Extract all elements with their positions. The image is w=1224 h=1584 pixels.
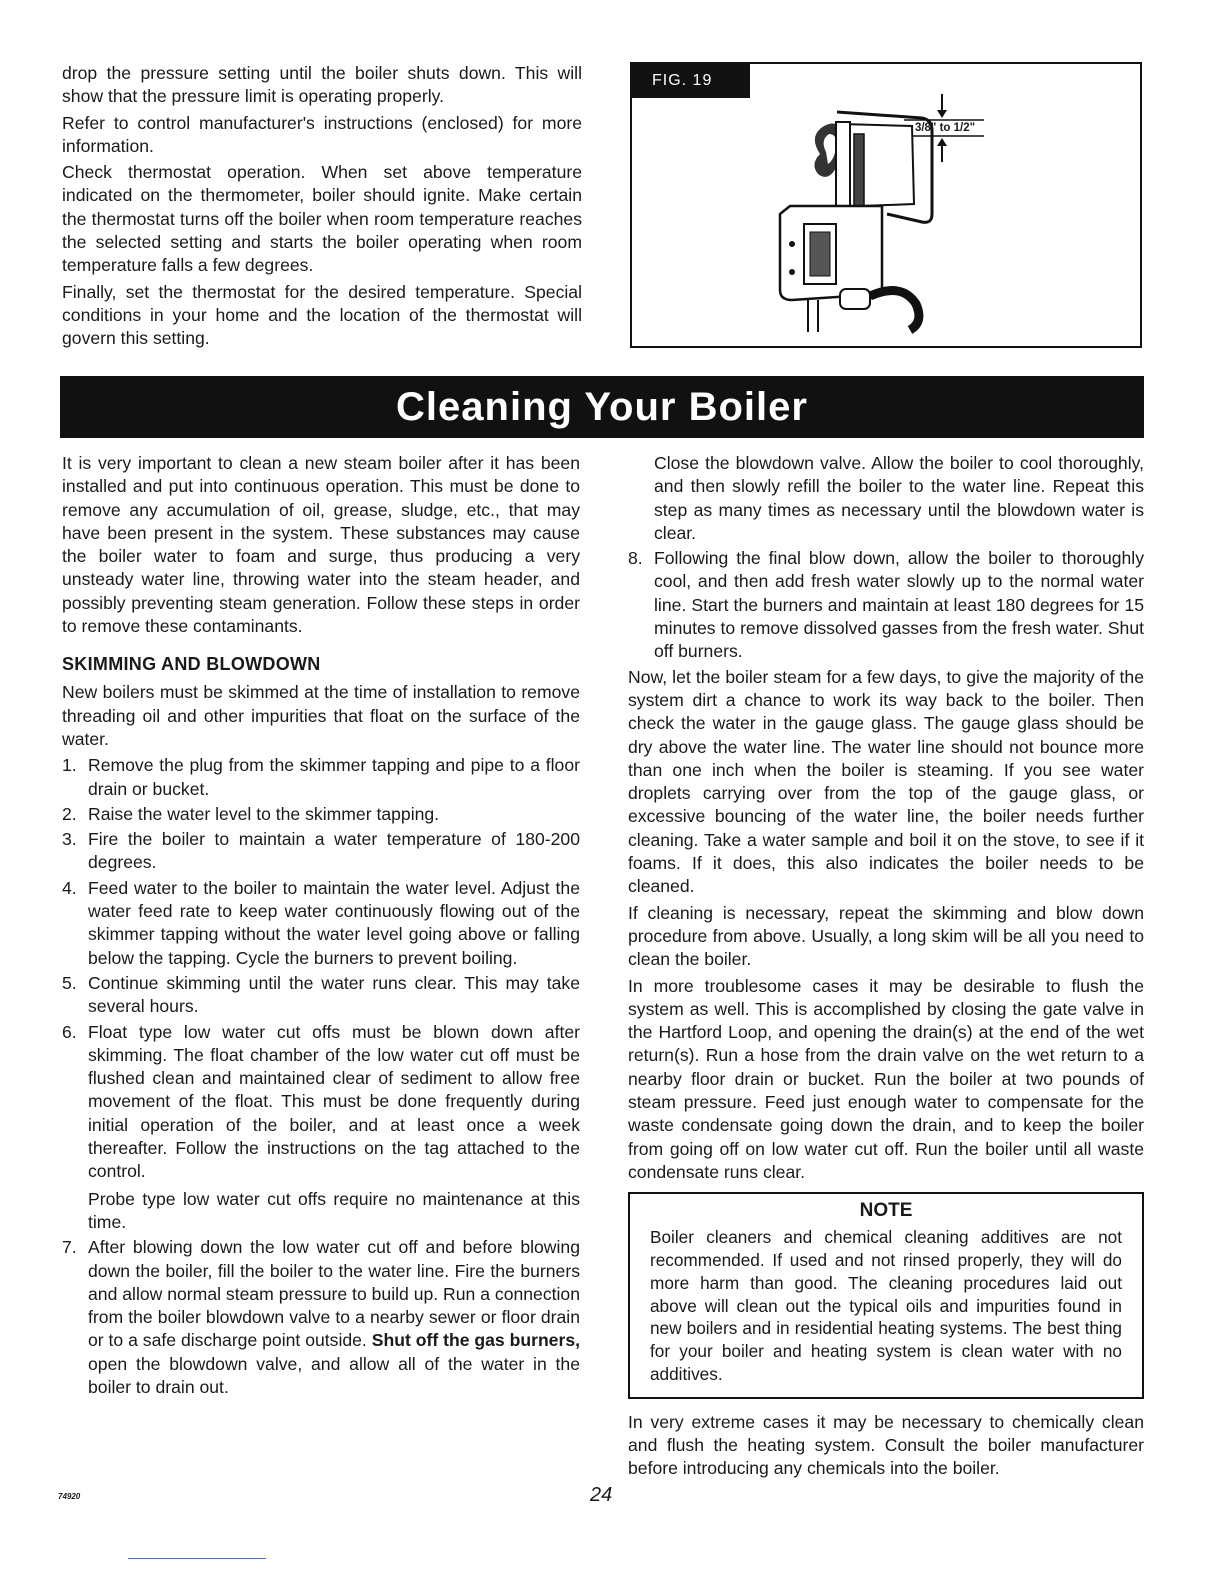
- figure-19: [630, 62, 1142, 348]
- step-number: 7.: [62, 1237, 77, 1258]
- paragraph: Check thermostat operation. When set above temperature indicated on the thermometer, boiler should ignite. Make certain the thermostat turns off the boiler when room temperature reaches the selected setting and starts the boiler operating when room temperature falls a few degrees.: [62, 162, 582, 276]
- step-number: 6.: [62, 1021, 77, 1042]
- step-number: 2.: [62, 803, 77, 824]
- list-item: [62, 828, 580, 875]
- section-banner: Cleaning Your Boiler: [60, 376, 1144, 438]
- divider: [128, 1558, 266, 1559]
- intro-paragraph: It is very important to clean a new steam boiler after it has been installed and put into continuous operation. This must be done to remove any accumulation of oil, grease, sludge, etc., that may have been present in the system. These substances may cause the boiler water to foam and surge, thus producing a very unsteady water line, throwing water into the steam header, and possibly preventing steam generation. Follow these steps in order to remove these contaminants.: [62, 453, 580, 637]
- step-continuation: Close the blowdown valve. Allow the boiler to cool thoroughly, and then slowly refill the boiler to the water line. Repeat this step as many times as necessary until the blowdown water is clear.: [654, 453, 1144, 543]
- step-text: Following the final blow down, allow the boiler to thoroughly cool, and then add fresh water slowly up to the normal water line. Start the burners and maintain at least 180 degrees for 15 minutes to remove dissolved gasses from the fresh water. Shut off burners.: [654, 548, 1144, 662]
- step-number: 3.: [62, 829, 77, 850]
- step-text: Float type low water cut offs must be blown down after skimming. The float chamber of the low water cut off must be flushed clean and maintained clear of sediment to allow free movement of the float. This must be done frequently during initial operation of the boiler, and at least once a week thereafter. Follow the instructions on the tag attached to the control.: [88, 1021, 580, 1182]
- step-warning: Shut off the gas burners,: [371, 1330, 580, 1351]
- list-item: [62, 972, 580, 1019]
- list-item: [62, 877, 580, 970]
- step-text: Raise the water level to the skimmer tapping.: [88, 803, 440, 824]
- paragraph: Refer to control manufacturer's instructions (enclosed) for more information.: [62, 112, 582, 156]
- step-text: Continue skimming until the water runs clear. This may take several hours.: [88, 972, 580, 1017]
- figure-label: FIG. 19: [632, 64, 750, 98]
- step-note: Probe type low water cut offs require no maintenance at this time.: [88, 1188, 580, 1232]
- note-title: NOTE: [859, 1200, 913, 1222]
- skimming-intro: New boilers must be skimmed at the time of installation to remove threading oil and other impurities that float on the surface of the water.: [62, 682, 580, 749]
- part-code: 74920: [58, 1492, 81, 1501]
- paragraph: Finally, set the thermostat for the desired temperature. Special conditions in your home and the location of the thermostat will govern this setting.: [62, 281, 582, 349]
- dimension-label: 3/8" to 1/2": [914, 122, 976, 134]
- step-number: 1.: [62, 755, 77, 776]
- step-text: open the blowdown valve, and allow all of the water in the boiler to drain out.: [88, 1353, 580, 1397]
- step-text: After blowing down the low water cut off and before blowing down the boiler, fill the boiler to the water line. Fire the burners and allow normal steam pressure to build up. Run a connection from the boiler blowdown valve to a nearby sewer or floor drain or to a safe discharge point outside.: [88, 1237, 580, 1351]
- right-column: [628, 452, 1144, 1484]
- step-number: 8.: [628, 548, 643, 569]
- page-number: 24: [590, 1484, 613, 1506]
- list-item: [628, 547, 1144, 663]
- skimming-heading: SKIMMING AND BLOWDOWN: [62, 654, 321, 675]
- list-item: [62, 754, 580, 801]
- paragraph: If cleaning is necessary, repeat the skimming and blow down procedure from above. Usually, a long skim will be all you need to clean the boiler.: [628, 902, 1144, 970]
- intro-text-block: [62, 62, 582, 354]
- paragraph: Now, let the boiler steam for a few days, to give the majority of the system dirt a chance to work its way back to the boiler. Then check the water in the gauge glass. The gauge glass should be dry above the water line. The water line should not bounce more than one inch when the boiler is steaming. If you see water droplets carrying over from the top of the gauge glass, or excessive bouncing of the water line, the boiler needs further cleaning. Take a water sample and boil it on the stove, to see if it foams. If it does, this also indicates the boiler needs to be cleaned.: [628, 666, 1144, 897]
- list-item: [62, 1021, 580, 1235]
- paragraph: In very extreme cases it may be necessary to chemically clean and flush the heating system. Consult the boiler manufacturer before introducing any chemicals into the boiler.: [628, 1411, 1144, 1479]
- list-item: [62, 803, 580, 826]
- step-number: 4.: [62, 877, 77, 898]
- step-text: Feed water to the boiler to maintain the water level. Adjust the water feed rate to keep water continuously flowing out of the skimmer tapping without the water level going above or falling below the tapping. Cycle the burners to prevent boiling.: [88, 877, 580, 968]
- pilot-burner-illustration: [632, 64, 1140, 346]
- note-text: Boiler cleaners and chemical cleaning additives are not recommended. If used and not rinsed properly, they will do more harm than good. The cleaning procedures laid out above will clean out the typical oils and impurities found in new boilers and in residential heating systems. The best thing for your boiler and heating system is clean water with no additives.: [650, 1227, 1122, 1384]
- step-text: Fire the boiler to maintain a water temperature of 180-200 degrees.: [88, 829, 580, 873]
- list-item: [62, 1236, 580, 1399]
- left-column: [62, 452, 580, 1401]
- steps-list: [62, 754, 580, 1399]
- paragraph: drop the pressure setting until the boiler shuts down. This will show that the pressure limit is operating properly.: [62, 63, 582, 107]
- step-number: 5.: [62, 972, 77, 993]
- note-box: [628, 1192, 1144, 1399]
- step-text: Remove the plug from the skimmer tapping and pipe to a floor drain or bucket.: [88, 755, 580, 799]
- paragraph: In more troublesome cases it may be desirable to flush the system as well. This is accomplished by closing the gate valve in the Hartford Loop, and opening the drain(s) at the end of the wet return(s). Run a hose from the drain valve on the wet return to a nearby floor drain or bucket. Run the boiler at two pounds of steam pressure. Feed just enough water to compensate for the waste condensate going down the drain, and to keep the boiler from going off on low water cut off. Run the boiler until all waste condensate runs clear.: [628, 975, 1144, 1182]
- steps-list-continued: [628, 547, 1144, 663]
